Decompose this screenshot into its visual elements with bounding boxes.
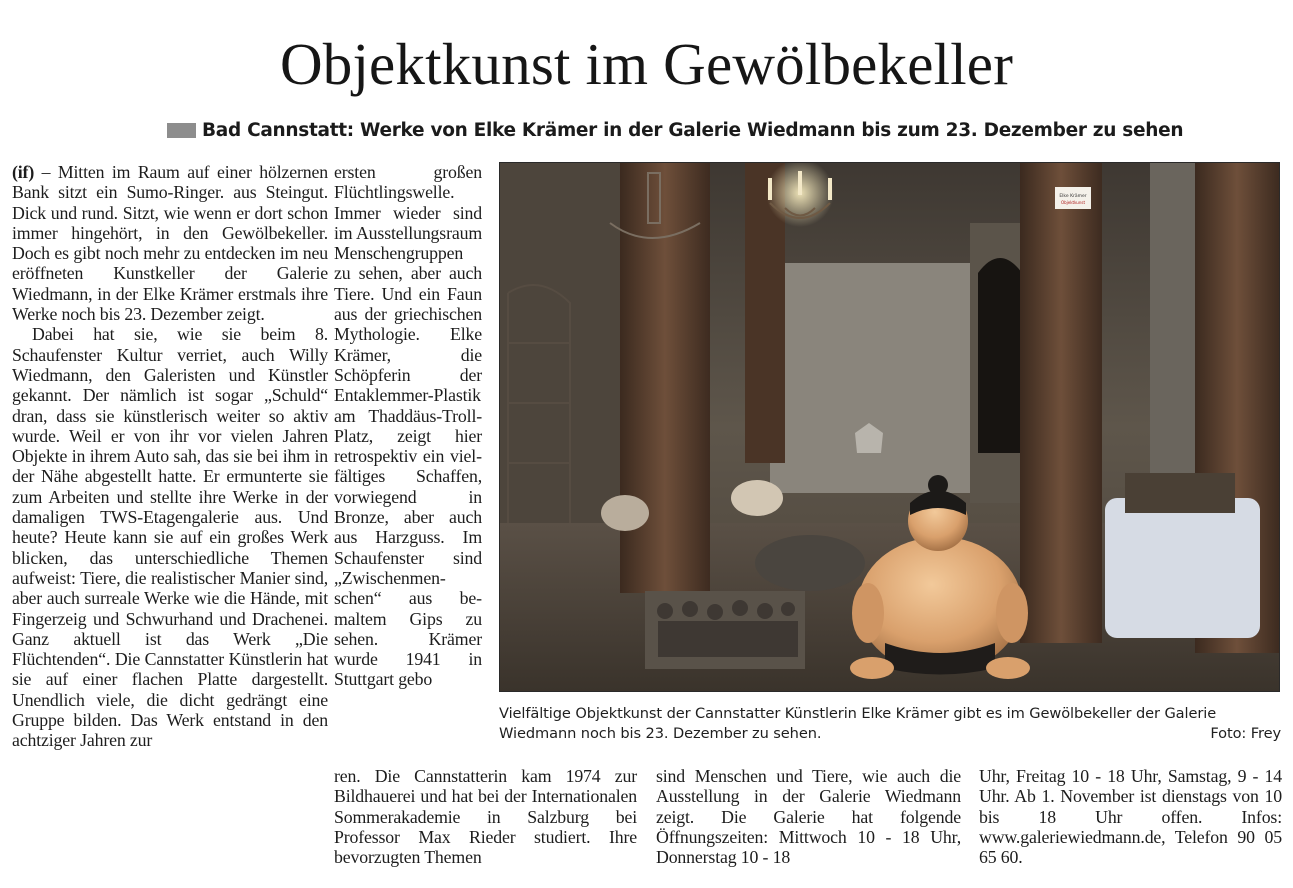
paragraph-5: sind Menschen und Tiere, wie auch die Ausstellung in der Galerie Wiedmann zeigt. Die Galerie hat folgende Öffnungszeiten: Mittwoch 10 - 18 Uhr, Donnerstag 10 - 18 — [656, 766, 961, 868]
article-column-1 — [12, 162, 328, 751]
paragraph-6: Uhr, Freitag 10 - 18 Uhr, Samstag, 9 - 14 Uhr. Ab 1. November ist dienstags von 10 bis 18 Uhr offen. Infos: www.galeriewiedmann.de, Telefon 90 05 65 60. — [979, 766, 1282, 868]
photo-credit: Foto: Frey — [1210, 725, 1281, 742]
paragraph-4: ren. Die Cannstatterin kam 1974 zur Bildhauerei und hat bei der Internationalen Sommerakademie in Salzburg bei Professor Max Rieder studiert. Ihre bevorzugten Themen — [334, 766, 637, 868]
article-column-3 — [656, 766, 961, 867]
subheadline — [167, 116, 1183, 144]
photo-caption — [499, 704, 1281, 744]
cellar-photo — [500, 163, 1279, 691]
subhead-marker — [167, 123, 196, 138]
article-column-4 — [979, 766, 1282, 867]
photo-sign-line-2: Objektkunst — [1060, 200, 1086, 205]
article-photo — [499, 162, 1280, 692]
article-column-2 — [334, 162, 482, 690]
paragraph-1 — [12, 162, 328, 324]
headline: Objektkunst im Gewölbekeller — [279, 31, 1014, 97]
paragraph-1-text: – Mitten im Raum auf einer hölzernen Bank sitzt ein Sumo-Ringer. aus Steingut. Dick und rund. Sitzt, wie wenn er dort schon immer hingehört, in den Gewölbekeller. Doch es gibt noch mehr zu entdecken im neu eröffneten Kunstkeller der Galerie Wiedmann, in der Elke Krämer erstmals ihre Werke noch bis 23. Dezember zeigt. — [12, 162, 328, 325]
paragraph-3: ersten großen Flüchtlingswelle. Immer wieder sind im Ausstellungsraum Menschengruppen zu sehen, aber auch Tiere. Und ein Faun aus der griechischen Mythologie. Elke Krämer, die Schöpferin der Entaklemmer-Plastik am Thaddäus-Troll-Platz, zeigt hier retrospektiv ein vielfältiges Schaffen, vorwiegend in Bronze, aber auch aus Harzguss. Im Schaufenster sind „Zwischenmenschen“ aus bemaltem Gips zu sehen. Krämer wurde 1941 in Stuttgart gebo — [334, 162, 482, 690]
caption-text: Vielfältige Objektkunst der Cannstatter Künstlerin Elke Krämer gibt es im Gewölbekeller der Galerie Wiedmann noch bis 23. Dezember zu sehen. — [499, 705, 1217, 742]
photo-sign-line-1: Elke Krämer — [1059, 194, 1087, 199]
paragraph-2: Dabei hat sie, wie sie beim 8. Schaufenster Kultur verriet, auch Willy Wiedmann, den Galeristen und Künstler gekannt. Der nämlich ist sogar „Schuld“ dran, dass sie künstlerisch weiter so aktiv wurde. Weil er von ihr vor vielen Jahren Objekte in ihrem Auto sah, das sie bei ihm in der Nähe abgestellt hatte. Er ermunterte sie zum Arbeiten und stellte ihre Werke in der damaligen TWS-Etagengalerie aus. Und heute? Heute kann sie auf ein großes Werk blicken, das unterschiedliche Themen aufweist: Tiere, die realistischer Manier sind, aber auch surreale Werke wie die Hände, mit Fingerzeig und Schwurhand und Drachenei. Ganz aktuell ist das Werk „Die Flüchtenden“. Die Cannstatter Künstlerin hat sie auf einer flachen Platte dargestellt. Unendlich viele, die dicht gedrängt eine Gruppe bilden. Das Werk entstand in den achtziger Jahren zur — [12, 324, 328, 751]
author-initials: (if) — [12, 162, 35, 182]
subheadline-text: Bad Cannstatt: Werke von Elke Krämer in der Galerie Wiedmann bis zum 23. Dezember zu sehen — [202, 119, 1184, 141]
article-column-2-lower — [334, 766, 637, 867]
